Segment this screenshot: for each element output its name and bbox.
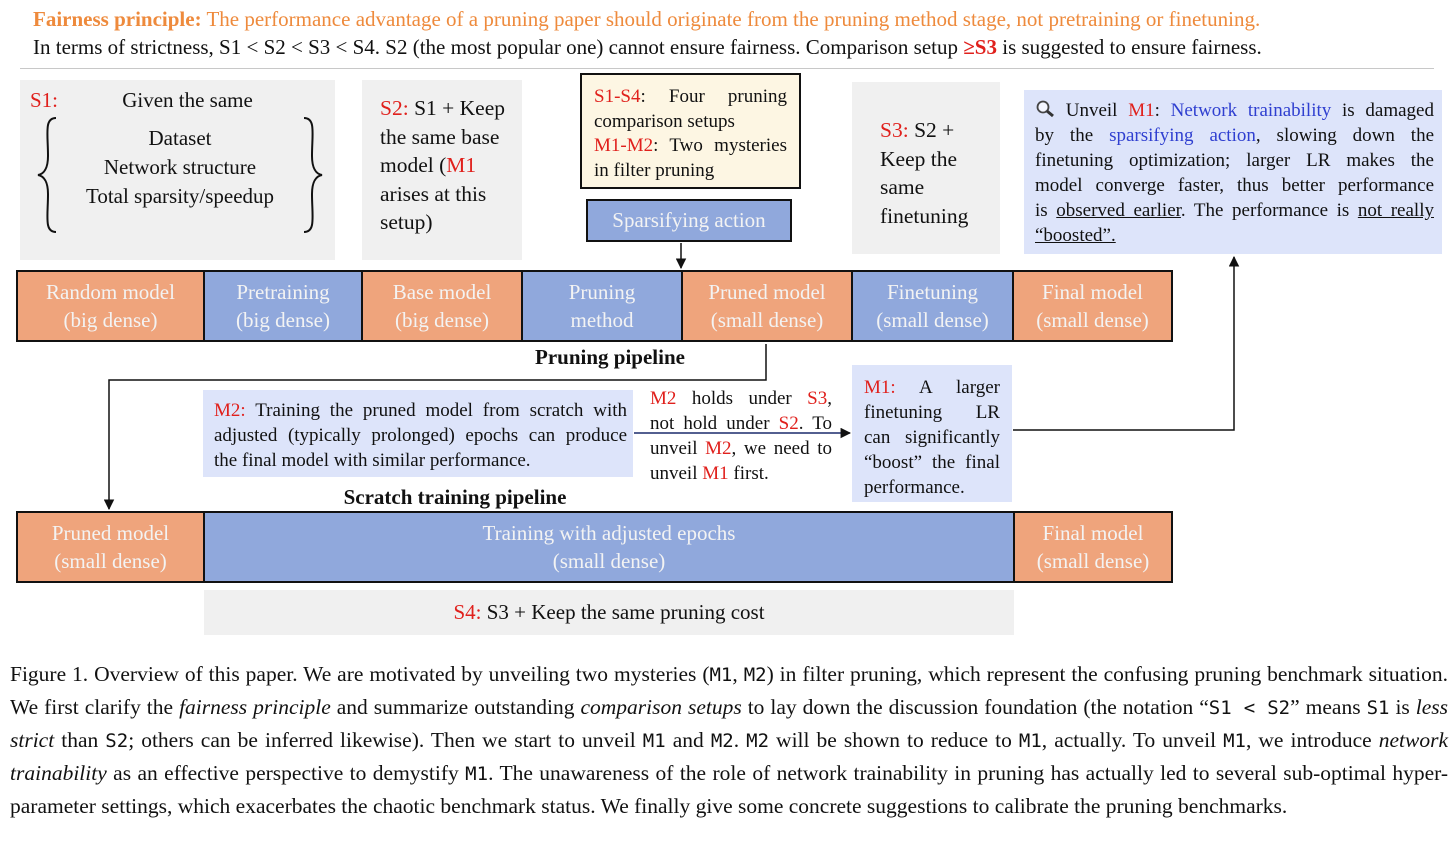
m1-line4: “boost” the final	[864, 452, 1000, 473]
cell-line1: Finetuning	[886, 280, 978, 304]
s3-ref: S3	[807, 388, 828, 409]
s2-line4: arises at this	[380, 181, 487, 206]
cell-line2: (small dense)	[1036, 308, 1149, 332]
strictness-text-end: is suggested to ensure fairness.	[996, 35, 1262, 59]
m2-line2: adjusted (typically prolonged) epochs can produce	[214, 425, 627, 446]
caption-code: M2	[746, 730, 770, 752]
cell-line1: Pretraining	[236, 280, 330, 304]
to-text: . To	[798, 413, 832, 434]
s1-item-network-structure: Network structure	[103, 155, 257, 179]
unveil-line2-start: by the	[1035, 125, 1110, 146]
s4-label: S4:	[453, 600, 482, 624]
m1-line2: finetuning LR	[864, 402, 1000, 423]
pruning-pipeline-title: Pruning pipeline	[535, 345, 685, 369]
cell-line2: (small dense)	[1036, 549, 1150, 573]
legend-m-text1: : Two mysteries	[653, 135, 787, 156]
caption-text: ; others can be inferred likewise). Then we start to unveil	[128, 728, 643, 752]
cell-line1: Final model	[1042, 280, 1143, 304]
caption-code: M1	[709, 664, 733, 686]
m1-line1-text: A larger	[895, 377, 1000, 398]
legend-m-label: M1-M2	[594, 135, 654, 156]
not-hold-text: not hold under	[650, 413, 779, 434]
s1-item-total-sparsity: Total sparsity/speedup	[85, 184, 275, 208]
caption-italic: fairness principle	[179, 695, 331, 719]
m1-line3: can significantly	[864, 427, 1000, 448]
scratch-pipeline-title: Scratch training pipeline	[343, 485, 567, 509]
sparsifying-action-box: Sparsifying action	[586, 199, 792, 242]
s4-text: S3 + Keep the same pruning cost	[481, 600, 765, 624]
m2-line3: the final model with similar performance.	[214, 450, 531, 471]
caption-code: M2	[710, 730, 734, 752]
cell-line2: (small dense)	[710, 308, 824, 332]
caption-code: S2	[105, 730, 129, 752]
unveil-line3: finetuning optimization; larger LR makes the	[1035, 150, 1434, 171]
cell-line2: (big dense)	[63, 308, 158, 332]
legend-s-label: S1-S4	[594, 86, 641, 107]
caption-code: S1	[1366, 697, 1390, 719]
cell-line1: Random model	[46, 280, 175, 304]
observed-earlier-text: observed earlier	[1056, 200, 1181, 221]
unveil-line1-end: is damaged	[1331, 100, 1434, 121]
s2-line1-text: S1 + Keep	[408, 96, 506, 120]
cell-line1: Training with adjusted epochs	[482, 521, 736, 545]
m1-ref: M1	[702, 463, 729, 484]
cell-line1: Final model	[1042, 521, 1144, 545]
s2-line2: the same base	[380, 124, 500, 149]
unveil-line5-start: is	[1035, 200, 1057, 221]
cell-line2: method	[570, 308, 634, 332]
caption-code: M1	[465, 763, 489, 785]
unveil-line5-mid: . The performance is	[1180, 200, 1358, 221]
unveil-line4: model converge faster, thus better performance	[1035, 175, 1434, 196]
s3-line4: finetuning	[880, 203, 969, 228]
m1-line5: performance.	[864, 477, 965, 498]
caption-text: than	[54, 728, 106, 752]
strictness-text: In terms of strictness, S1 < S2 < S3 < S4. S2 (the most popular one) cannot ensure fairness. Comparison setup	[33, 35, 964, 59]
boosted-text: “boosted”.	[1035, 225, 1116, 246]
fairness-principle-text: The performance advantage of a pruning paper should originate from the pruning method stage, not pretraining or finetuning.	[201, 7, 1261, 31]
caption-code: M1	[642, 730, 666, 752]
legend-s-text1: : Four pruning	[640, 86, 787, 107]
caption-code: M1	[1018, 730, 1042, 752]
caption-italic: comparison setups	[580, 695, 742, 719]
s2-m1: M1	[446, 153, 477, 177]
m1-to-unveil-arrow	[1013, 257, 1234, 430]
caption-text: .	[733, 728, 747, 752]
s3-line3: same	[880, 175, 925, 199]
s3-line2: Keep the	[880, 146, 958, 171]
s2-line3-text: model (	[380, 153, 447, 177]
unveil-text: unveil	[650, 463, 703, 484]
scratch-route-arrow	[109, 344, 766, 509]
m2-ref: M2	[650, 388, 677, 409]
holds-under-text: holds under	[676, 388, 808, 409]
cell-line2: (big dense)	[395, 308, 489, 332]
caption-text: ) in filter pruning, which represent the confusing pruning benchmark situation. We first clarify the	[10, 662, 1448, 719]
caption-text: , actually. To unveil	[1041, 728, 1224, 752]
cell-line2: (small dense)	[876, 308, 989, 332]
caption-text: , we introduce	[1245, 728, 1379, 752]
caption-text: is	[1389, 695, 1416, 719]
comma: ,	[827, 388, 832, 409]
s3-emphasis: ≥S3	[963, 35, 997, 59]
m2-line1-text: Training the pruned model from scratch with	[245, 400, 627, 421]
unveil-m1-label: M1	[1128, 100, 1155, 121]
first-text: first.	[728, 463, 769, 484]
caption-text: Figure 1. Overview of this paper. We are motivated by unveiling two mysteries (	[10, 662, 710, 686]
caption-text: and summarize outstanding	[330, 695, 581, 719]
not-really-text: not really	[1357, 200, 1434, 221]
sparsifying-action-term: sparsifying action	[1109, 125, 1256, 146]
caption-text: and	[665, 728, 711, 752]
cell-line1: Pruned model	[51, 521, 170, 545]
s2-ref: S2	[778, 413, 799, 434]
caption-text: ,	[732, 662, 744, 686]
figure-caption	[10, 658, 1448, 822]
m2-label: M2:	[214, 400, 246, 421]
caption-italic: network trainability	[10, 728, 1449, 785]
network-trainability-term: Network trainability	[1170, 100, 1332, 121]
need-to-text: , we need to	[731, 438, 832, 459]
caption-text: ” means	[1290, 695, 1367, 719]
s3-label: S3:	[880, 118, 909, 142]
caption-code: M2	[743, 664, 767, 686]
s3-line1-text: S2 +	[908, 118, 955, 142]
m2-ref: M2	[705, 438, 732, 459]
s2-line5: setup)	[380, 210, 433, 234]
cell-line2: (small dense)	[54, 549, 167, 573]
cell-line1: Pruning	[568, 280, 636, 304]
caption-text: will be shown to reduce to	[769, 728, 1019, 752]
fairness-principle-label: Fairness principle:	[33, 7, 202, 31]
unveil-text: Unveil	[1065, 100, 1129, 121]
m1-label: M1:	[864, 377, 896, 398]
caption-text: to lay down the discussion foundation (the notation “	[741, 695, 1209, 719]
unveil-colon: :	[1154, 100, 1171, 121]
s1-item-dataset: Dataset	[148, 126, 212, 150]
caption-text: as an effective perspective to demystify	[106, 761, 466, 785]
cell-line1: Pruned model	[708, 280, 826, 304]
cell-line1: Base model	[392, 280, 492, 304]
caption-code: M1	[1223, 730, 1246, 752]
legend-s-line2: comparison setups	[594, 110, 735, 132]
s2-label: S2:	[380, 96, 409, 120]
cell-line2: (small dense)	[552, 549, 666, 573]
caption-code: S1 < S2	[1208, 697, 1291, 719]
unveil-line2-end: , slowing down the	[1255, 125, 1435, 146]
s1-heading: Given the same	[122, 88, 253, 112]
cell-line2: (big dense)	[236, 308, 330, 332]
caption-italic: less strict	[10, 695, 1449, 752]
legend-m-line2: in filter pruning	[594, 159, 715, 181]
caption-text: . The unawareness of the role of network trainability in pruning has actually led to several sub-optimal hyper-parameter settings, which exacerbates the chaotic benchmark status. We finally give some concrete suggestions to calibrate the pruning benchmarks.	[10, 761, 1448, 818]
s1-label: S1:	[30, 88, 59, 112]
unveil-text: unveil	[650, 438, 706, 459]
